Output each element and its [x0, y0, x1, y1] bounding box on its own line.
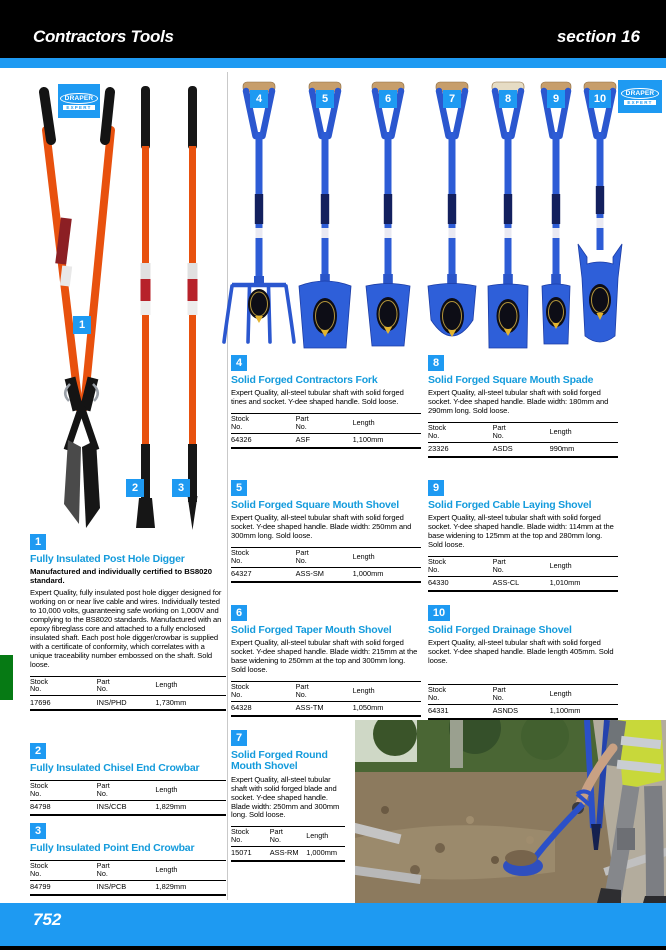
stock-no-value: 64330 — [428, 576, 493, 591]
col-length: Length — [155, 781, 226, 801]
col-length: Length — [353, 414, 421, 434]
draper-expert-logo-right — [618, 80, 662, 113]
image-badge-10: 10 — [589, 90, 611, 108]
spec-table — [428, 422, 618, 458]
table-row — [30, 880, 226, 895]
table-row — [30, 696, 226, 711]
col-length: Length — [550, 557, 618, 577]
length-value: 1,010mm — [550, 576, 618, 591]
product-section-6 — [231, 605, 421, 717]
image-badge-1: 1 — [73, 316, 91, 334]
product-title: Solid Forged Cable Laying Shovel — [428, 499, 592, 511]
drainage-shovel-illustration — [578, 82, 622, 342]
spec-table — [30, 860, 226, 896]
part-no-value: INS/CCB — [97, 800, 156, 815]
table-row — [231, 846, 345, 861]
product-title: Solid Forged Square Mouth Spade — [428, 374, 594, 386]
square-mouth-shovel-illustration — [299, 82, 351, 348]
col-length: Length — [353, 682, 421, 702]
part-no-value: ASNDS — [493, 704, 550, 719]
footer-edge — [0, 946, 666, 950]
product-number-badge: 4 — [231, 355, 247, 371]
part-no-value: ASS-CL — [493, 576, 550, 591]
product-number-badge: 7 — [231, 730, 247, 746]
col-stock-no: Stock No. — [30, 781, 97, 801]
col-length: Length — [353, 548, 421, 568]
col-length: Length — [550, 423, 618, 443]
product-description: Expert Quality, fully insulated post hole digger designed for working on or near live cable and wires. Individually tested to 10,000 volts, guaranteeing safe working on 1,000V and complying to the BS8020 standards. Manufactured with an epoxy fibreglass core and attached to a fully enclosed insulated shaft. Each post hole digger/crowbar is supplied with a certificate of conformity, which correlates with a unique traceability number embossed on the shaft. Sold loose. — [30, 588, 222, 669]
expert-logo-text: EXPERT — [63, 105, 94, 110]
taper-mouth-shovel-illustration — [366, 82, 410, 346]
draper-logo-text: DRAPER — [621, 88, 660, 99]
col-part-no: Part No. — [493, 557, 550, 577]
length-value: 1,829mm — [155, 800, 226, 815]
product-description: Expert Quality, all-steel tubular shaft with solid forged blade and socket. Y-dee shaped handle. Blade width: 250mm and 300mm long. Sold loose. — [231, 774, 340, 820]
product-title: Solid Forged Round Mouth Shovel — [231, 749, 328, 773]
col-stock-no: Stock No. — [428, 423, 493, 443]
part-no-value: ASDS — [493, 442, 550, 457]
spec-table — [231, 681, 421, 717]
product-section-3 — [30, 823, 226, 896]
product-section-2 — [30, 743, 226, 816]
table-row — [231, 567, 421, 582]
stock-no-value: 84798 — [30, 800, 97, 815]
stock-no-value: 64331 — [428, 704, 493, 719]
length-value: 1,000mm — [306, 846, 345, 861]
col-part-no: Part No. — [270, 827, 306, 847]
stock-no-value: 64326 — [231, 433, 296, 448]
spec-table — [428, 556, 618, 592]
product-description: Expert Quality, all-steel tubular shaft with solid forged socket. Y-dee shaped handle. Blade length 405mm. Sold loose. — [428, 638, 614, 666]
product-title: Solid Forged Square Mouth Shovel — [231, 499, 400, 511]
table-row — [231, 701, 421, 716]
length-value: 1,730mm — [155, 696, 226, 711]
product-title: Solid Forged Drainage Shovel — [428, 624, 572, 636]
product-number-badge: 8 — [428, 355, 444, 371]
stock-no-value: 17696 — [30, 696, 97, 711]
contractors-fork-illustration — [224, 82, 294, 342]
col-stock-no: Stock No. — [231, 414, 296, 434]
product-number-badge: 3 — [30, 823, 46, 839]
product-section-5 — [231, 480, 421, 583]
stock-no-value: 64327 — [231, 567, 296, 582]
forged-tools-product-image — [222, 78, 666, 354]
stock-no-value: 84799 — [30, 880, 97, 895]
table-row — [428, 576, 618, 591]
table-row — [428, 442, 618, 457]
post-hole-digger-illustration — [44, 92, 111, 528]
image-badge-4: 4 — [250, 90, 268, 108]
draper-expert-logo — [58, 84, 100, 118]
part-no-value: ASS-TM — [296, 701, 353, 716]
chisel-end-crowbar-illustration — [136, 86, 155, 528]
image-badge-2: 2 — [126, 479, 144, 497]
part-no-value: ASF — [296, 433, 353, 448]
point-end-crowbar-illustration — [188, 86, 198, 530]
page-number: 752 — [33, 910, 62, 929]
product-section-7 — [231, 730, 345, 862]
product-description: Expert Quality, all-steel tubular shaft with solid forged socket. Y-dee shaped handle. Blade width: 250mm and 300mm long. Sold loose. — [231, 513, 412, 541]
draper-logo-text: DRAPER — [60, 93, 99, 104]
square-mouth-spade-illustration — [488, 82, 528, 348]
col-part-no: Part No. — [97, 781, 156, 801]
header-accent-stripe — [0, 58, 666, 68]
product-number-badge: 1 — [30, 534, 46, 550]
table-row — [428, 704, 618, 719]
part-no-value: ASS-RM — [270, 846, 306, 861]
section-label: section 16 — [556, 27, 640, 46]
round-mouth-shovel-illustration — [428, 82, 476, 337]
col-part-no: Part No. — [296, 414, 353, 434]
product-section-4 — [231, 355, 421, 449]
product-number-badge: 9 — [428, 480, 444, 496]
product-title: Fully Insulated Point End Crowbar — [30, 842, 195, 854]
spec-table — [428, 684, 618, 720]
col-stock-no: Stock No. — [428, 557, 493, 577]
image-badge-5: 5 — [316, 90, 334, 108]
col-stock-no: Stock No. — [231, 682, 296, 702]
product-description: Expert Quality, all-steel tubular shaft with solid forged socket. Y-dee shaped handle. Blade width: 180mm and 290mm long. Sold loose. — [428, 388, 609, 416]
part-no-value: ASS-SM — [296, 567, 353, 582]
product-title: Fully Insulated Chisel End Crowbar — [30, 762, 200, 774]
cable-laying-shovel-illustration — [541, 82, 571, 344]
product-title: Solid Forged Taper Mouth Shovel — [231, 624, 392, 636]
part-no-value: INS/PCB — [97, 880, 156, 895]
image-badge-7: 7 — [443, 90, 461, 108]
stock-no-value: 23326 — [428, 442, 493, 457]
col-part-no: Part No. — [296, 548, 353, 568]
length-value: 1,050mm — [353, 701, 421, 716]
length-value: 1,100mm — [550, 704, 618, 719]
image-badge-8: 8 — [499, 90, 517, 108]
col-part-no: Part No. — [493, 423, 550, 443]
footer-bar — [0, 903, 666, 946]
part-no-value: INS/PHD — [97, 696, 156, 711]
table-row — [231, 433, 421, 448]
product-title: Solid Forged Contractors Fork — [231, 374, 378, 386]
product-number-badge: 5 — [231, 480, 247, 496]
col-length: Length — [306, 827, 345, 847]
expert-logo-text: EXPERT — [624, 100, 655, 105]
product-certification-note: Manufactured and individually certified to BS8020 standard. — [30, 567, 212, 586]
col-stock-no: Stock No. — [231, 827, 270, 847]
length-value: 1,829mm — [155, 880, 226, 895]
col-stock-no: Stock No. — [428, 685, 493, 705]
spec-table — [231, 413, 421, 449]
product-title: Fully Insulated Post Hole Digger — [30, 553, 185, 565]
insulated-tools-product-image — [10, 78, 225, 536]
col-part-no: Part No. — [97, 676, 156, 696]
image-badge-9: 9 — [547, 90, 565, 108]
product-description: Expert Quality, all-steel tubular shaft with solid forged tines and socket. Y-dee shaped handle. Sold loose. — [231, 388, 404, 407]
product-description: Expert Quality, all-steel tubular shaft with solid forged socket. Y-dee shaped handle. Blade width: 114mm at the base widening to 125mm at the top and 280mm long. Sold loose. — [428, 513, 614, 550]
product-number-badge: 10 — [428, 605, 450, 621]
spec-table — [30, 780, 226, 816]
application-photo — [355, 720, 666, 903]
spec-table — [30, 676, 226, 712]
product-number-badge: 2 — [30, 743, 46, 759]
length-value: 1,000mm — [353, 567, 421, 582]
stock-no-value: 15071 — [231, 846, 270, 861]
table-row — [30, 800, 226, 815]
col-stock-no: Stock No. — [30, 861, 97, 881]
product-section-8 — [428, 355, 618, 458]
col-part-no: Part No. — [296, 682, 353, 702]
image-badge-6: 6 — [379, 90, 397, 108]
spec-table — [231, 826, 345, 862]
spec-table — [231, 547, 421, 583]
col-stock-no: Stock No. — [30, 676, 97, 696]
page-title: Contractors Tools — [33, 27, 174, 46]
col-part-no: Part No. — [493, 685, 550, 705]
length-value: 990mm — [550, 442, 618, 457]
col-stock-no: Stock No. — [231, 548, 296, 568]
product-section-10 — [428, 605, 618, 720]
col-length: Length — [155, 861, 226, 881]
col-length: Length — [155, 676, 226, 696]
image-badge-3: 3 — [172, 479, 190, 497]
product-section-1 — [30, 534, 226, 711]
section-edge-tab — [0, 655, 13, 700]
product-section-9 — [428, 480, 618, 592]
product-description: Expert Quality, all-steel tubular shaft with solid forged socket. Y-dee shaped handle. Blade width: 215mm at the base widening to 250mm at the top and 300mm long. Sold loose. — [231, 638, 418, 675]
col-part-no: Part No. — [97, 861, 156, 881]
product-number-badge: 6 — [231, 605, 247, 621]
length-value: 1,100mm — [353, 433, 421, 448]
stock-no-value: 64328 — [231, 701, 296, 716]
col-length: Length — [550, 685, 618, 705]
